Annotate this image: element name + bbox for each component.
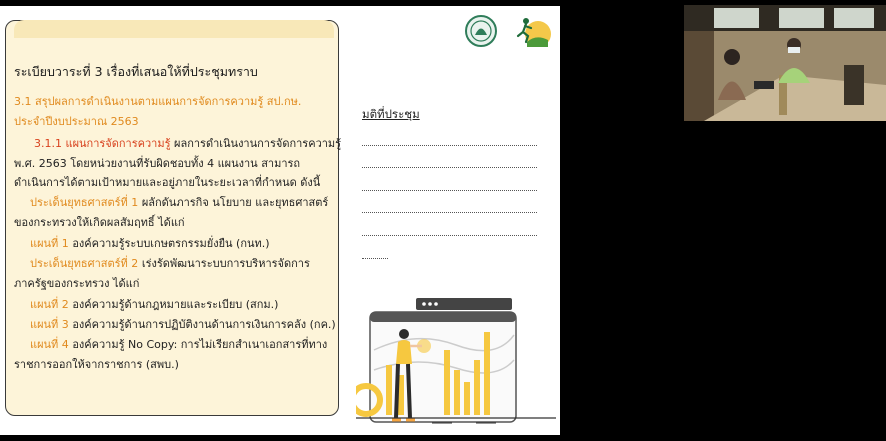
plan3-label: แผนที่ 3	[30, 318, 69, 331]
resolution-line-1	[362, 144, 537, 146]
strategy1-label: ประเด็นยุทธศาสตร์ที่ 1	[30, 196, 139, 209]
ministry-seal-icon	[463, 14, 499, 48]
plan3-line	[30, 315, 336, 333]
resolution-line-4	[362, 211, 537, 213]
plan4-line1	[30, 335, 327, 353]
resolution-line-3	[362, 189, 537, 191]
resolution-line-6	[362, 257, 388, 259]
plan4-text: องค์ความรู้ No Copy: การไม่เรียกสำเนาเอกสารที่ทาง	[72, 338, 328, 351]
strategy1-line1	[30, 193, 328, 211]
agenda-heading: ระเบียบวาระที่ 3 เรื่องที่เสนอให้ที่ประชุมทราบ	[14, 64, 258, 79]
plan3-text: องค์ความรู้ด้านการปฏิบัติงานด้านการเงินการคลัง (กค.)	[72, 318, 336, 331]
plan2-text: องค์ความรู้ด้านกฎหมายและระเบียบ (สกม.)	[72, 298, 279, 311]
plan2-line	[30, 295, 278, 313]
resolution-title: มติที่ประชุม	[362, 107, 420, 121]
resolution-line-5	[362, 234, 537, 236]
strategy2-label: ประเด็นยุทธศาสตร์ที่ 2	[30, 257, 139, 270]
plan4-line2: ราชการออกให้จากราชการ (สพบ.)	[14, 358, 179, 371]
item-line1	[34, 134, 341, 152]
plan2-label: แผนที่ 2	[30, 298, 69, 311]
resolution-line-2	[362, 166, 537, 168]
panel-tab	[14, 20, 334, 38]
section-title-line1: 3.1 สรุปผลการดำเนินงานตามแผนการจัดการความรู้ สป.กษ.	[14, 95, 302, 108]
section-title-line2: ประจำปีงบประมาณ 2563	[14, 115, 139, 128]
plan1-label: แผนที่ 1	[30, 237, 69, 250]
presentation-slide	[0, 6, 560, 435]
item-line3: ดำเนินการได้ตามเป้าหมายและอยู่ภายในระยะเวลาที่กำหนด ดังนี้	[14, 176, 321, 189]
participant-video-thumbnail[interactable]	[684, 5, 886, 121]
strategy1-line2: ของกระทรวงให้เกิดผลสัมฤทธิ์ ได้แก่	[14, 216, 185, 229]
item-text: ผลการดำเนินงานการจัดการความรู้	[174, 137, 342, 150]
strategy2-line1	[30, 254, 310, 272]
km-runner-logo-icon	[514, 14, 550, 48]
plan1-line	[30, 234, 270, 252]
presenter-illustration	[356, 290, 556, 435]
strategy1-text: ผลักดันภารกิจ นโยบาย และยุทธศาสตร์	[141, 196, 329, 209]
plan1-text: องค์ความรู้ระบบเกษตรกรรมยั่งยืน (กนท.)	[72, 237, 270, 250]
strategy2-text: เร่งรัดพัฒนาระบบการบริหารจัดการ	[141, 257, 310, 270]
item-line2: พ.ศ. 2563 โดยหน่วยงานที่รับผิดชอบทั้ง 4 แผนงาน สามารถ	[14, 157, 301, 170]
plan4-label: แผนที่ 4	[30, 338, 69, 351]
item-label: แผนการจัดการความรู้	[65, 137, 171, 150]
item-number: 3.1.1	[34, 137, 62, 150]
strategy2-line2: ภาครัฐของกระทรวง ได้แก่	[14, 277, 140, 290]
